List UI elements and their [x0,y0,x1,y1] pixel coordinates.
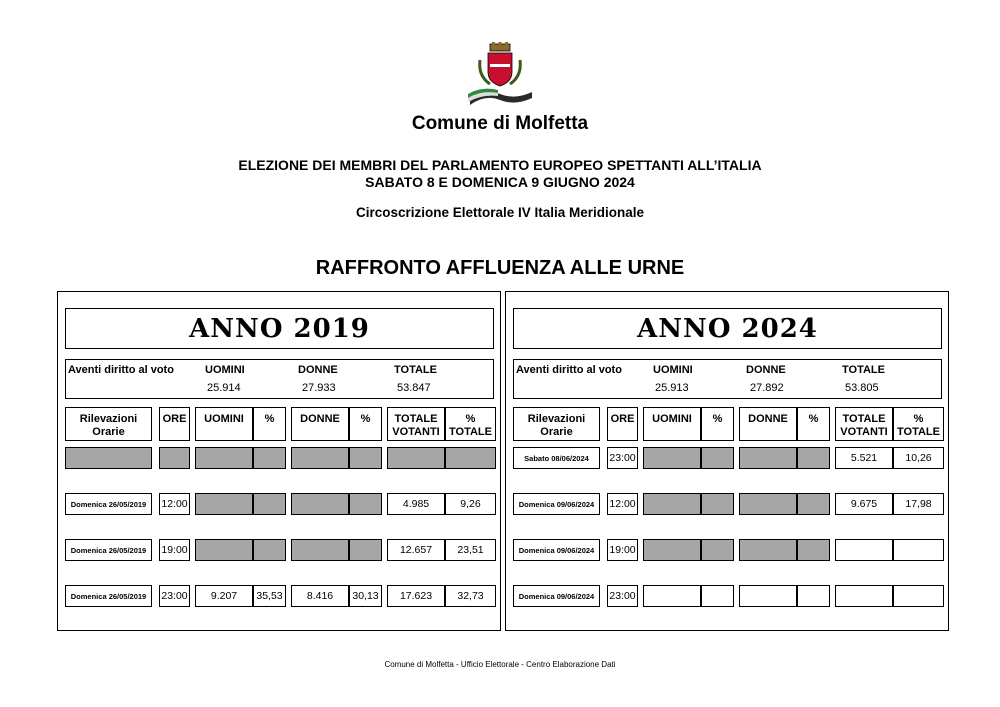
cell-pct-t [893,539,944,561]
aventi-totale-label: TOTALE [394,364,437,376]
header-pct-uomini [253,407,286,441]
cell-pct-t: 32,73 [445,585,496,607]
header-uomini-text: UOMINI [204,413,244,425]
header-rilevazioni-text: Rilevazioni [527,413,586,425]
header-rilevazioni [513,407,600,441]
cell-uomini [195,493,253,515]
year-title: ANNO 2019 [65,308,494,349]
cell-totale: 9.675 [835,493,893,515]
cell-totale: 17.623 [387,585,445,607]
header-pct-totale-text: % [465,413,476,425]
aventi-donne-label: DONNE [746,364,786,376]
header-uomini [643,407,701,441]
header-pct-donne [797,407,830,441]
footer-text: Comune di Molfetta - Ufficio Elettorale - Centro Elaborazione Dati [384,660,616,669]
cell-uomini [643,493,701,515]
cell-totale [835,585,893,607]
cell-ore: 23:00 [607,447,638,469]
aventi-donne-label: DONNE [298,364,338,376]
cell-ore [159,447,190,469]
cell-pct-u [701,447,734,469]
cell-uomini [195,539,253,561]
header-donne-text: DONNE [300,413,340,425]
cell-totale: 4.985 [387,493,445,515]
cell-ore: 19:00 [607,539,638,561]
aventi-uomini-value: 25.913 [655,382,689,394]
cell-donne [739,493,797,515]
cell-ore: 23:00 [159,585,190,607]
header-ore [159,407,190,441]
header-donne [291,407,349,441]
aventi-diritto-box [65,359,494,399]
header-pct-uomini [701,407,734,441]
cell-uomini [195,447,253,469]
header-pct-uomini-text: % [264,413,275,425]
header-totale-votanti-text: VOTANTI [840,426,888,438]
aventi-uomini-label: UOMINI [205,364,245,376]
cell-pct-t [893,585,944,607]
cell-pct-t [445,447,496,469]
aventi-diritto-box [513,359,942,399]
year-title: ANNO 2024 [513,308,942,349]
panel-2024 [505,291,949,631]
header-totale-votanti-text: VOTANTI [392,426,440,438]
aventi-label: Aventi diritto al voto [516,364,622,376]
cell-donne [739,539,797,561]
header-pct-donne [349,407,382,441]
header-rilevazioni-text: Orarie [92,426,125,438]
comune-crest-logo [460,42,540,110]
header-uomini-text: UOMINI [652,413,692,425]
cell-pct-u [253,539,286,561]
header-pct-totale [893,407,944,441]
cell-uomini [643,539,701,561]
header-rilevazioni-text: Orarie [540,426,573,438]
cell-date: Domenica 26/05/2019 [65,539,152,561]
header-donne [739,407,797,441]
cell-totale: 12.657 [387,539,445,561]
cell-pct-d [797,585,830,607]
aventi-uomini-label: UOMINI [653,364,693,376]
cell-pct-t: 23,51 [445,539,496,561]
cell-pct-u [701,539,734,561]
circoscrizione-title: Circoscrizione Elettorale IV Italia Meridionale [355,205,645,220]
cell-date: Domenica 09/06/2024 [513,493,600,515]
cell-pct-d [797,447,830,469]
cell-date: Sabato 08/06/2024 [513,447,600,469]
cell-pct-u [253,447,286,469]
cell-pct-d: 30,13 [349,585,382,607]
header-donne-text: DONNE [748,413,788,425]
cell-pct-d [349,493,382,515]
header-pct-uomini-text: % [712,413,723,425]
cell-date: Domenica 26/05/2019 [65,585,152,607]
cell-pct-t: 10,26 [893,447,944,469]
cell-donne [291,447,349,469]
cell-pct-u [701,585,734,607]
header-rilevazioni [65,407,152,441]
cell-date [65,447,152,469]
section-title: RAFFRONTO AFFLUENZA ALLE URNE [315,257,685,279]
cell-donne: 8.416 [291,585,349,607]
cell-donne [739,447,797,469]
aventi-label: Aventi diritto al voto [68,364,174,376]
cell-pct-t: 17,98 [893,493,944,515]
cell-uomini [643,585,701,607]
cell-date: Domenica 26/05/2019 [65,493,152,515]
header-ore [607,407,638,441]
cell-date: Domenica 09/06/2024 [513,585,600,607]
cell-totale [835,539,893,561]
cell-pct-d [797,539,830,561]
cell-pct-u [253,493,286,515]
header-totale-votanti-text: TOTALE [842,413,886,425]
aventi-totale-value: 53.805 [845,382,879,394]
cell-donne [291,493,349,515]
header-uomini [195,407,253,441]
election-title-line2: SABATO 8 E DOMENICA 9 GIUGNO 2024 [365,174,635,190]
header-pct-totale-text: TOTALE [897,426,940,438]
aventi-donne-value: 27.933 [302,382,336,394]
cell-pct-u: 35,53 [253,585,286,607]
header-ore-text: ORE [162,413,187,425]
cell-uomini: 9.207 [195,585,253,607]
comune-name: Comune di Molfetta [411,113,589,134]
cell-pct-d [349,539,382,561]
header-totale-votanti [387,407,445,441]
cell-pct-d [797,493,830,515]
cell-date: Domenica 09/06/2024 [513,539,600,561]
aventi-donne-value: 27.892 [750,382,784,394]
header-ore-text: ORE [610,413,635,425]
header-pct-totale-text: TOTALE [449,426,492,438]
header-totale-votanti-text: TOTALE [394,413,438,425]
cell-ore: 19:00 [159,539,190,561]
cell-ore: 12:00 [159,493,190,515]
cell-pct-d [349,447,382,469]
header-pct-totale-text: % [913,413,924,425]
election-title-line1: ELEZIONE DEI MEMBRI DEL PARLAMENTO EUROPEO SPETTANTI ALL’ITALIA [238,157,762,173]
aventi-totale-value: 53.847 [397,382,431,394]
cell-totale [387,447,445,469]
header-totale-votanti [835,407,893,441]
aventi-uomini-value: 25.914 [207,382,241,394]
cell-donne [291,539,349,561]
header-rilevazioni-text: Rilevazioni [79,413,138,425]
cell-ore: 23:00 [607,585,638,607]
cell-donne [739,585,797,607]
cell-uomini [643,447,701,469]
panel-2019 [57,291,501,631]
header-pct-totale [445,407,496,441]
aventi-totale-label: TOTALE [842,364,885,376]
cell-ore: 12:00 [607,493,638,515]
cell-pct-u [701,493,734,515]
header-pct-donne-text: % [808,413,819,425]
header-pct-donne-text: % [360,413,371,425]
cell-pct-t: 9,26 [445,493,496,515]
cell-totale: 5.521 [835,447,893,469]
